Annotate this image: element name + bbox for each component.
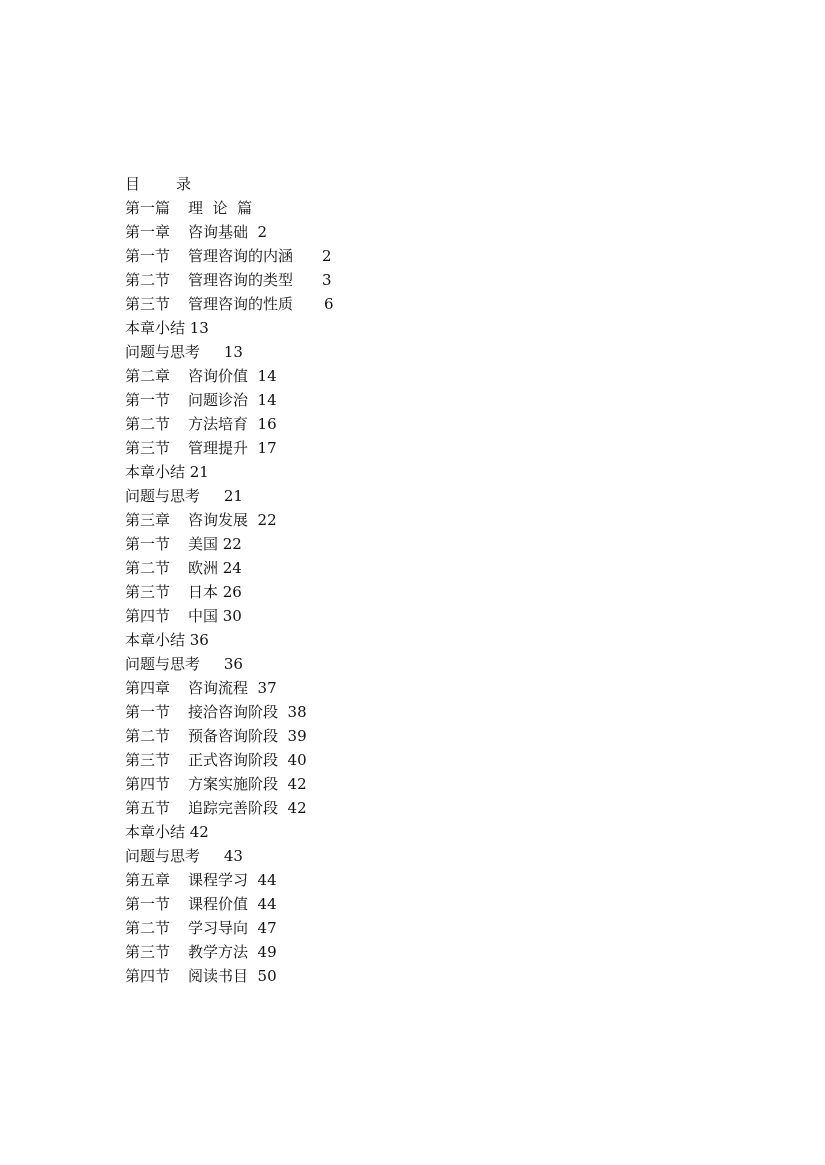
toc-row bbox=[125, 364, 485, 388]
row-label: 第三章 bbox=[125, 511, 171, 529]
row-label: 第一节 bbox=[125, 703, 171, 721]
toc-row bbox=[125, 460, 485, 484]
row-title: 欧洲 24 bbox=[188, 559, 242, 577]
toc-title bbox=[125, 172, 485, 196]
toc-row bbox=[125, 676, 485, 700]
toc-row bbox=[125, 556, 485, 580]
row-label: 第一节 bbox=[125, 247, 171, 265]
row-title: 管理咨询的内涵 bbox=[188, 247, 294, 265]
row-label: 第一节 bbox=[125, 535, 171, 553]
toc-row bbox=[125, 652, 485, 676]
row-title: 管理咨询的类型 bbox=[188, 271, 294, 289]
row-title: 方法培育 16 bbox=[188, 415, 277, 433]
row-title: 问题诊治 14 bbox=[188, 391, 277, 409]
toc-row bbox=[125, 628, 485, 652]
row-title: 学习导向 47 bbox=[188, 919, 277, 937]
toc-row bbox=[125, 220, 485, 244]
toc-row bbox=[125, 940, 485, 964]
row-label: 第二节 bbox=[125, 271, 171, 289]
row-label: 第二节 bbox=[125, 727, 171, 745]
row-title: 教学方法 49 bbox=[188, 943, 277, 961]
row-title: 咨询流程 37 bbox=[188, 679, 277, 697]
toc-row bbox=[125, 844, 485, 868]
row-label: 第三节 bbox=[125, 943, 171, 961]
row-title: 追踪完善阶段 42 bbox=[188, 799, 307, 817]
toc-row bbox=[125, 892, 485, 916]
toc-row bbox=[125, 772, 485, 796]
row-label: 第三节 bbox=[125, 583, 171, 601]
toc-row bbox=[125, 796, 485, 820]
row-summary: 本章小结 42 bbox=[125, 823, 209, 841]
row-summary: 本章小结 36 bbox=[125, 631, 209, 649]
toc-row bbox=[125, 292, 485, 316]
row-summary: 问题与思考 36 bbox=[125, 655, 243, 673]
row-label: 第五章 bbox=[125, 871, 171, 889]
row-label: 第三节 bbox=[125, 439, 171, 457]
row-label: 第一节 bbox=[125, 895, 171, 913]
row-label: 第一章 bbox=[125, 223, 171, 241]
toc-row bbox=[125, 412, 485, 436]
toc-row bbox=[125, 868, 485, 892]
row-label: 第二节 bbox=[125, 919, 171, 937]
toc-part-heading bbox=[125, 196, 485, 220]
toc-row bbox=[125, 916, 485, 940]
row-title: 日本 26 bbox=[188, 583, 242, 601]
row-title: 咨询基础 2 bbox=[188, 223, 268, 241]
toc-row bbox=[125, 484, 485, 508]
row-title: 接洽咨询阶段 38 bbox=[188, 703, 307, 721]
row-title: 课程学习 44 bbox=[188, 871, 277, 889]
row-title: 阅读书目 50 bbox=[188, 967, 277, 985]
toc-row bbox=[125, 340, 485, 364]
row-label: 第四节 bbox=[125, 775, 171, 793]
toc-row bbox=[125, 436, 485, 460]
row-summary: 问题与思考 21 bbox=[125, 487, 243, 505]
row-label: 第四章 bbox=[125, 679, 171, 697]
toc-row bbox=[125, 748, 485, 772]
row-title: 中国 30 bbox=[188, 607, 242, 625]
row-title: 管理咨询的性质 bbox=[188, 295, 294, 313]
row-label: 第三节 bbox=[125, 295, 171, 313]
toc-row bbox=[125, 388, 485, 412]
toc-row bbox=[125, 580, 485, 604]
toc-row bbox=[125, 532, 485, 556]
toc-row bbox=[125, 244, 485, 268]
toc-row bbox=[125, 700, 485, 724]
row-title: 咨询发展 22 bbox=[188, 511, 277, 529]
row-label: 第三节 bbox=[125, 751, 171, 769]
row-title: 美国 22 bbox=[188, 535, 242, 553]
row-title: 管理提升 17 bbox=[188, 439, 277, 457]
toc-row bbox=[125, 604, 485, 628]
toc-row bbox=[125, 964, 485, 988]
row-label: 第五节 bbox=[125, 799, 171, 817]
row-label: 第二章 bbox=[125, 367, 171, 385]
toc-row bbox=[125, 820, 485, 844]
row-label: 第二节 bbox=[125, 559, 171, 577]
toc-row bbox=[125, 316, 485, 340]
row-label: 第四节 bbox=[125, 607, 171, 625]
row-page: 6 bbox=[324, 295, 334, 313]
toc-row bbox=[125, 268, 485, 292]
row-summary: 本章小结 21 bbox=[125, 463, 209, 481]
row-page: 3 bbox=[322, 271, 332, 289]
row-title: 咨询价值 14 bbox=[188, 367, 277, 385]
toc-title-part-b: 录 bbox=[176, 175, 192, 193]
toc-title-part-a: 目 bbox=[125, 175, 141, 193]
table-of-contents bbox=[125, 172, 485, 988]
part-label: 第一篇 bbox=[125, 199, 171, 217]
row-title: 正式咨询阶段 40 bbox=[188, 751, 307, 769]
row-label: 第二节 bbox=[125, 415, 171, 433]
toc-row bbox=[125, 724, 485, 748]
row-summary: 本章小结 13 bbox=[125, 319, 209, 337]
toc-row bbox=[125, 508, 485, 532]
row-summary: 问题与思考 43 bbox=[125, 847, 243, 865]
row-page: 2 bbox=[322, 247, 332, 265]
row-title: 课程价值 44 bbox=[188, 895, 277, 913]
row-title: 预备咨询阶段 39 bbox=[188, 727, 307, 745]
part-title: 理 论 篇 bbox=[188, 199, 253, 217]
row-title: 方案实施阶段 42 bbox=[188, 775, 307, 793]
row-summary: 问题与思考 13 bbox=[125, 343, 243, 361]
row-label: 第四节 bbox=[125, 967, 171, 985]
row-label: 第一节 bbox=[125, 391, 171, 409]
